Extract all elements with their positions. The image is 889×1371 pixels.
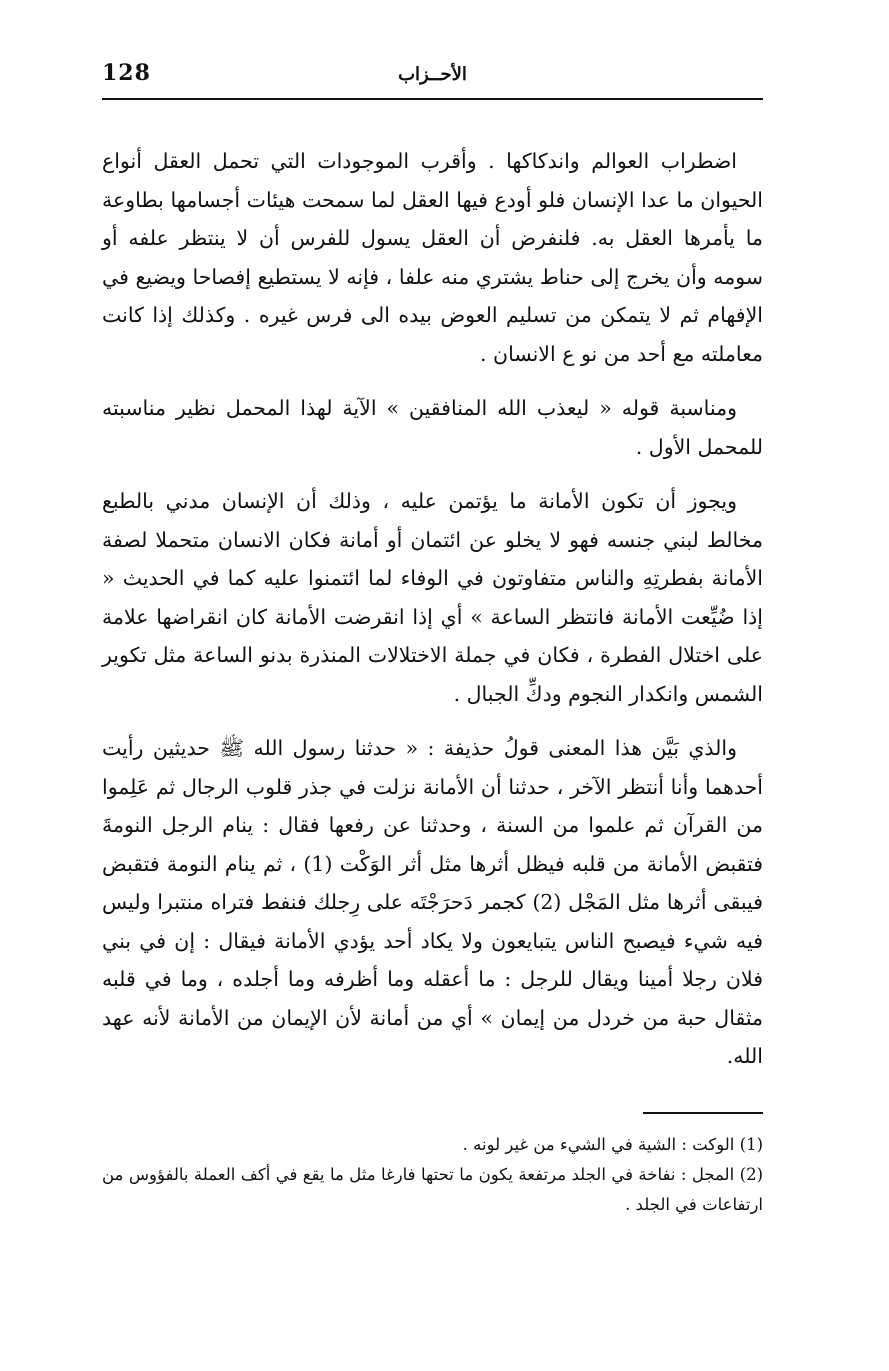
- footnote: (2) المجل : نفاخة في الجلد مرتفعة يكون ما تحتها فارغا مثل ما يقع في أكف العملة بالفؤوس من ارتفاعات في الجلد .: [102, 1165, 763, 1214]
- footnote: (1) الوكت : الشية في الشيء من غير لونه .: [462, 1135, 763, 1154]
- footnotes: [102, 1130, 763, 1220]
- page-number: 128: [102, 60, 151, 86]
- paragraph: والذي بَيَّن هذا المعنى قولُ حذيفة : « حدثنا رسول الله ﷺ حديثين رأيت أحدهما وأنا أنتظر الآخر ، حدثنا أن الأمانة نزلت في جذر قلوب الرجال ثم عَلِموا من القرآن ثم علموا من السنة ، وحدثنا عن رفعها فقال : ينام الرجل النومةَ فتقبض الأمانة من قلبه فيظل أثرها مثل أثر الوَكْت (1) ، ثم ينام النومة فتقبض فيبقى أثرها مثل المَجْل (2) كجمر دَحرَجْتَه على رِجلك فنفط فتراه منتبرا وليس فيه شيء فيصبح الناس يتبايعون ولا يكاد أحد يؤدي الأمانة فيقال : إن في بني فلان رجلا أمينا ويقال للرجل : ما أعقله وما أظرفه وما أجلده ، وما في قلبه مثقال حبة من خردل من إيمان » أي من أمانة لأن الإيمان من الأمانة لأنه عهد الله.: [102, 736, 763, 1068]
- page-header: [102, 58, 763, 98]
- running-title: الأحــزاب: [398, 64, 467, 85]
- footnote-separator: [643, 1112, 763, 1114]
- paragraph: ومناسبة قوله « ليعذب الله المنافقين » الآية لهذا المحمل نظير مناسبته للمحمل الأول .: [102, 396, 763, 459]
- paragraph: اضطراب العوالم واندكاكها . وأقرب الموجودات التي تحمل العقل أنواع الحيوان ما عدا الإنسان فلو أودع فيها العقل لما سمحت هيئات أجسامها بطاوعة ما يأمرها العقل به. فلنفرض أن العقل يسول للفرس أن لا ينتظر علفه أو سومه وأن يخرج إلى حناط يشتري منه علفا ، فإنه لا يستطيع إفصاحا ويضيع في الإفهام ثم لا يتمكن من تسليم العوض بيده الى فرس غيره . وكذلك إذا كانت معاملته مع أحد من نو ع الانسان .: [102, 149, 763, 366]
- header-rule: [102, 98, 763, 100]
- paragraph: ويجوز أن تكون الأمانة ما يؤتمن عليه ، وذلك أن الإنسان مدني بالطبع مخالط لبني جنسه فهو لا يخلو عن ائتمان أو أمانة فكان الانسان متحملا لصفة الأمانة بفطرتِهِ والناس متفاوتون في الوفاء لما ائتمنوا عليه كما في الحديث « إذا ضُيِّعت الأمانة فانتظر الساعة » أي إذا انقرضت الأمانة كان انقراضها علامة على اختلال الفطرة ، فكان في جملة الاختلالات المنذرة بدنو الساعة مثل تكوير الشمس وانكدار النجوم ودكِّ الجبال .: [102, 489, 763, 706]
- main-text: [102, 142, 763, 1076]
